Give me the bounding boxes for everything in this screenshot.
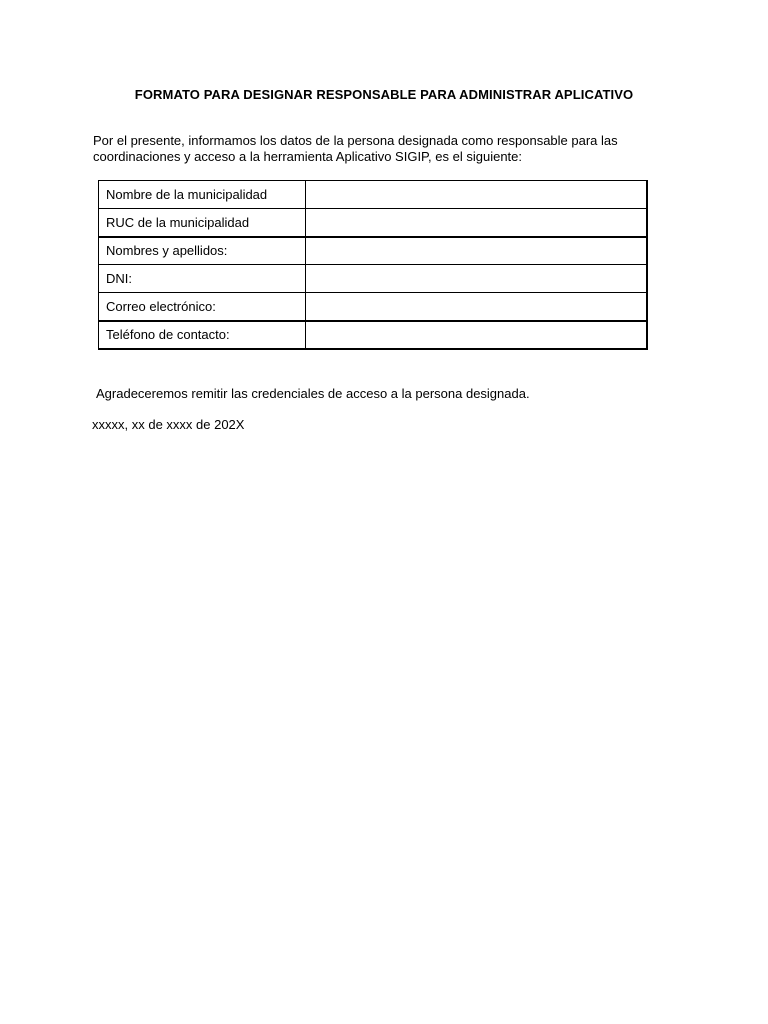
table-row [99,237,647,265]
intro-paragraph [93,133,693,165]
table-row [99,181,647,209]
table-row [99,209,647,237]
field-value-municipality-name[interactable] [306,181,647,209]
table-row [99,321,647,349]
table-row [99,293,647,321]
date-line: xxxxx, xx de xxxx de 202X [92,417,245,432]
field-label-municipality-name: Nombre de la municipalidad [99,181,306,209]
field-label-full-name: Nombres y apellidos: [99,237,306,265]
field-label-dni: DNI: [99,265,306,293]
table-row [99,265,647,293]
field-value-email[interactable] [306,293,647,321]
field-label-municipality-ruc: RUC de la municipalidad [99,209,306,237]
field-label-email: Correo electrónico: [99,293,306,321]
intro-line: coordinaciones y acceso a la herramienta Aplicativo SIGIP, es el siguiente: [93,149,522,164]
thanks-paragraph: Agradeceremos remitir las credenciales de acceso a la persona designada. [96,386,530,401]
field-value-dni[interactable] [306,265,647,293]
field-value-full-name[interactable] [306,237,647,265]
intro-line: Por el presente, informamos los datos de la persona designada como responsable para las [93,133,618,148]
document-title: FORMATO PARA DESIGNAR RESPONSABLE PARA ADMINISTRAR APLICATIVO [134,87,634,102]
designation-form-table [98,180,648,350]
field-value-phone[interactable] [306,321,647,349]
field-label-phone: Teléfono de contacto: [99,321,306,349]
field-value-municipality-ruc[interactable] [306,209,647,237]
